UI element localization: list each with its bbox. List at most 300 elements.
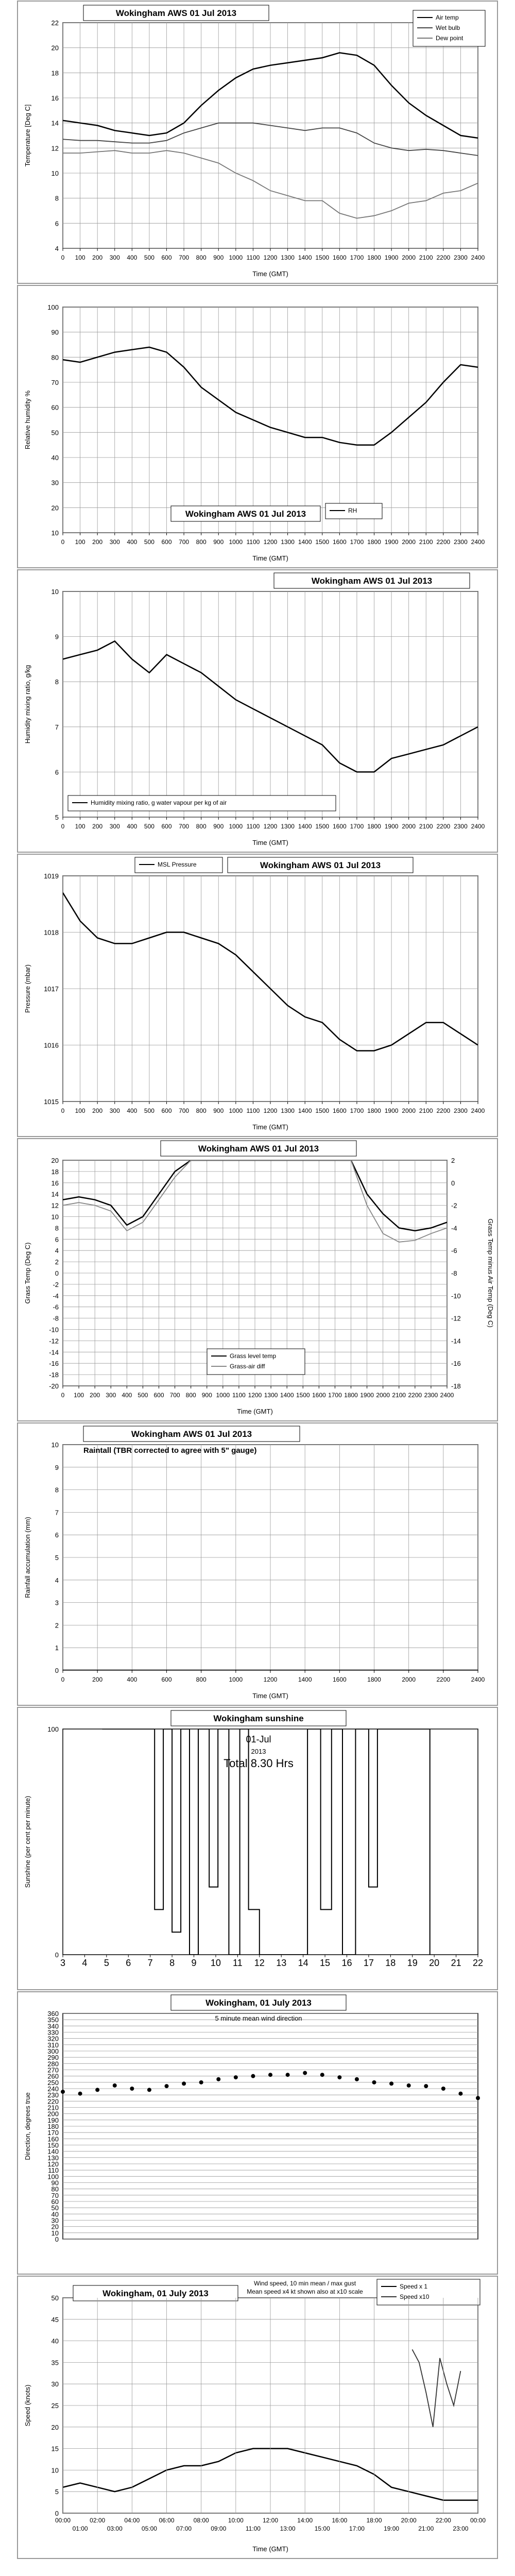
chart-title: Wokingham, 01 July 2013: [102, 2289, 209, 2298]
y-tick-label: 290: [47, 2054, 59, 2062]
data-point: [165, 2084, 169, 2088]
y-axis-label: Pressure (mbar): [24, 964, 31, 1013]
y-tick-label: 10: [51, 170, 59, 177]
legend-label: Humidity mixing ratio, g water vapour per kg of air: [91, 799, 227, 806]
data-point: [407, 2083, 411, 2088]
y-tick-label: 8: [55, 194, 59, 202]
x-tick-label: 500: [144, 823, 154, 830]
data-point: [216, 2077, 220, 2081]
y-tick-label: 6: [55, 1235, 59, 1244]
x-tick-label: 2100: [419, 1107, 433, 1114]
x-tick-label-top: 02:00: [90, 2517, 106, 2524]
data-point: [476, 2096, 480, 2100]
x-tick-label-bottom: 21:00: [418, 2525, 434, 2532]
x-tick-label-top: 08:00: [193, 2517, 209, 2524]
x-tick-label: 500: [144, 1107, 154, 1114]
x-tick-label: 0: [61, 254, 65, 261]
y-tick-label: 190: [47, 2116, 59, 2124]
x-tick-label: 2200: [408, 1392, 422, 1399]
chart-subtitle: Wind speed, 10 min mean / max gust: [253, 2280, 356, 2287]
y-tick-label: 5: [55, 814, 59, 821]
y-tick-label: 16: [51, 1179, 59, 1187]
pressure-chart-svg: [16, 853, 499, 1138]
y-tick-label: 320: [47, 2035, 59, 2043]
x-tick-label: 1800: [367, 538, 381, 546]
y-tick-label: 220: [47, 2097, 59, 2106]
y-tick-label: 10: [51, 529, 59, 537]
x-tick-label: 14: [298, 1958, 308, 1968]
x-axis-label: Time (GMT): [237, 1408, 273, 1415]
x-tick-label: 100: [75, 1107, 85, 1114]
x-tick-label: 500: [144, 538, 154, 546]
y-tick-label: 70: [51, 379, 59, 386]
data-point: [389, 2081, 393, 2086]
x-tick-label: 1500: [315, 823, 330, 830]
y-tick-label: 15: [51, 2445, 59, 2453]
y-tick-label: 270: [47, 2066, 59, 2074]
legend-label: Wet bulb: [436, 24, 460, 31]
x-axis-label: Time (GMT): [252, 839, 288, 846]
x-tick-label: 1700: [350, 823, 364, 830]
y-axis-label: Direction, degrees true: [24, 2092, 31, 2160]
y-axis-label: Sunshine (per cent per minute): [24, 1795, 31, 1888]
data-point: [372, 2080, 376, 2084]
y-tick-label: 6: [55, 1531, 59, 1539]
y-tick-label: 2: [55, 1258, 59, 1266]
y-tick-label: 0: [55, 2235, 59, 2243]
wind-speed-chart-svg: [16, 2275, 499, 2560]
humidity-chart: [16, 284, 499, 569]
y-tick-label: 20: [51, 504, 59, 512]
sunshine-date: 01-Jul: [246, 1734, 271, 1744]
y-tick-label: 40: [51, 454, 59, 462]
x-tick-label: 1900: [384, 538, 399, 546]
x-tick-label: 2300: [454, 254, 468, 261]
temperature-chart-svg: [16, 0, 499, 284]
y-tick-label: 30: [51, 2216, 59, 2225]
y-tick-label: 8: [55, 1224, 59, 1232]
y-tick-label: 12: [51, 1201, 59, 1210]
x-tick-label-top: 10:00: [228, 2517, 244, 2524]
y-tick-label: 7: [55, 1509, 59, 1517]
sunshine-chart: [16, 1706, 499, 1991]
y-tick-label: 200: [47, 2110, 59, 2118]
x-tick-label: 700: [179, 823, 190, 830]
x-tick-label: 4: [82, 1958, 88, 1968]
x-tick-label: 2000: [376, 1392, 390, 1399]
x-tick-label-top: 00:00: [55, 2517, 71, 2524]
y2-tick-label: -16: [451, 1360, 461, 1368]
x-tick-label: 1600: [332, 1107, 347, 1114]
x-tick-label-top: 04:00: [124, 2517, 140, 2524]
y-tick-label: 10: [51, 2229, 59, 2237]
x-tick-label: 17: [363, 1958, 374, 1968]
data-point: [78, 2092, 82, 2096]
x-tick-label: 800: [196, 823, 207, 830]
x-tick-label: 700: [169, 1392, 180, 1399]
y-tick-label: 70: [51, 2191, 59, 2199]
x-tick-label: 2200: [436, 538, 451, 546]
y-tick-label: 250: [47, 2078, 59, 2087]
y-tick-label: 4: [55, 1247, 59, 1255]
x-tick-label: 200: [92, 823, 103, 830]
sunshine-chart-svg: [16, 1706, 499, 1991]
y-tick-label: 330: [47, 2028, 59, 2037]
data-point: [424, 2084, 428, 2088]
chart-title: Wokingham AWS 01 Jul 2013: [185, 509, 306, 519]
x-tick-label: 2200: [436, 254, 451, 261]
grass-temp-chart: [16, 1138, 499, 1422]
y2-axis-label: Grass Temp minus Air Temp (Deg C): [487, 1218, 494, 1328]
y-tick-label: 1018: [44, 928, 59, 937]
x-tick-label: 1300: [264, 1392, 278, 1399]
x-tick-label: 1700: [350, 254, 364, 261]
y-tick-label: 80: [51, 353, 59, 362]
x-tick-label: 200: [90, 1392, 100, 1399]
y2-tick-label: 0: [451, 1179, 455, 1187]
chart-title: Wokingham AWS 01 Jul 2013: [260, 860, 381, 870]
x-tick-label: 1600: [332, 823, 347, 830]
y-tick-label: 0: [55, 1667, 59, 1674]
x-tick-label: 700: [179, 254, 190, 261]
x-tick-label: 5: [104, 1958, 109, 1968]
x-tick-label: 900: [213, 254, 224, 261]
x-tick-label: 300: [109, 538, 120, 546]
x-tick-label-top: 16:00: [332, 2517, 348, 2524]
legend-label: Speed x 1: [400, 2283, 428, 2290]
x-tick-label: 700: [179, 1107, 190, 1114]
y2-tick-label: 2: [451, 1157, 455, 1164]
grass-temp-chart-svg: [16, 1138, 499, 1422]
y-tick-label: 10: [51, 2466, 59, 2475]
y-tick-label: 230: [47, 2091, 59, 2099]
y-tick-label: 8: [55, 1486, 59, 1494]
x-tick-label: 19: [407, 1958, 418, 1968]
x-tick-label: 900: [213, 823, 224, 830]
x-tick-label: 200: [92, 1676, 103, 1683]
x-tick-label-top: 18:00: [366, 2517, 382, 2524]
x-tick-label: 1100: [246, 823, 260, 830]
y-tick-label: 160: [47, 2135, 59, 2143]
x-tick-label-top: 12:00: [262, 2517, 279, 2524]
x-tick-label: 1200: [263, 1676, 278, 1683]
data-point: [268, 2073, 272, 2077]
x-tick-label: 15: [320, 1958, 331, 1968]
x-tick-label: 800: [196, 1676, 207, 1683]
chart-note: Mean speed x4 kt shown also at x10 scale: [247, 2288, 363, 2295]
x-tick-label: 1100: [246, 1107, 260, 1114]
y-tick-label: 35: [51, 2359, 59, 2367]
x-tick-label: 9: [191, 1958, 197, 1968]
x-tick-label: 1800: [367, 254, 381, 261]
y2-tick-label: -18: [451, 1382, 461, 1390]
x-tick-label-bottom: 09:00: [211, 2525, 227, 2532]
data-point: [303, 2071, 307, 2075]
chart-subtitle: Raintall (TBR corrected to agree with 5" gauge): [83, 1446, 257, 1455]
data-point: [147, 2088, 151, 2092]
mixing-ratio-chart-svg: [16, 569, 499, 853]
x-tick-label: 1200: [263, 254, 278, 261]
x-tick-label: 1600: [332, 1676, 347, 1683]
x-tick-label: 800: [185, 1392, 196, 1399]
x-tick-label-top: 22:00: [435, 2517, 451, 2524]
x-tick-label: 2100: [419, 538, 433, 546]
y-tick-label: 340: [47, 2022, 59, 2030]
x-tick-label: 1100: [246, 538, 260, 546]
x-tick-label: 1300: [281, 823, 295, 830]
y-tick-label: -10: [49, 1326, 59, 1334]
x-tick-label: 1400: [298, 1107, 312, 1114]
y-tick-label: 9: [55, 633, 59, 641]
x-tick-label: 22: [472, 1958, 484, 1968]
y-tick-label: -16: [49, 1360, 59, 1368]
y2-tick-label: -6: [451, 1247, 457, 1255]
y-tick-label: 180: [47, 2123, 59, 2130]
y-tick-label: 1015: [44, 1098, 59, 1106]
x-tick-label: 2000: [402, 823, 416, 830]
x-tick-label: 1500: [296, 1392, 310, 1399]
y-tick-label: -6: [53, 1303, 59, 1311]
y-tick-label: -18: [49, 1371, 59, 1379]
x-tick-label: 600: [161, 538, 172, 546]
legend-label: Grass-air diff: [230, 1363, 265, 1370]
data-point: [441, 2087, 445, 2091]
x-tick-label-bottom: 05:00: [141, 2525, 157, 2532]
y-tick-label: 1019: [44, 872, 59, 880]
data-point: [320, 2073, 324, 2077]
y-tick-label: 40: [51, 2210, 59, 2218]
x-tick-label-top: 14:00: [297, 2517, 313, 2524]
y-tick-label: 3: [55, 1599, 59, 1607]
y-tick-label: 7: [55, 723, 59, 731]
y-tick-label: 25: [51, 2402, 59, 2410]
humidity-chart-svg: [16, 284, 499, 569]
data-point: [337, 2075, 341, 2079]
x-tick-label: 2000: [402, 538, 416, 546]
x-tick-label: 0: [61, 823, 65, 830]
y-tick-label: 10: [51, 1213, 59, 1221]
y-tick-label: 6: [55, 219, 59, 228]
x-tick-label: 900: [213, 538, 224, 546]
x-tick-label: 1800: [367, 1676, 381, 1683]
x-tick-label: 1000: [229, 823, 243, 830]
x-tick-label: 1300: [281, 254, 295, 261]
y-tick-label: 170: [47, 2129, 59, 2137]
x-axis-label: Time (GMT): [252, 270, 288, 278]
x-tick-label-bottom: 07:00: [176, 2525, 192, 2532]
y-tick-label: 120: [47, 2160, 59, 2168]
y-tick-label: -2: [53, 1280, 59, 1289]
y-tick-label: 9: [55, 1463, 59, 1471]
x-tick-label-bottom: 13:00: [280, 2525, 296, 2532]
x-tick-label: 1000: [229, 1107, 243, 1114]
x-tick-label-bottom: 23:00: [453, 2525, 469, 2532]
x-tick-label: 1800: [367, 823, 381, 830]
x-tick-label: 2000: [402, 1676, 416, 1683]
y-tick-label: 60: [51, 2198, 59, 2206]
y2-tick-label: -10: [451, 1292, 461, 1300]
y-tick-label: 22: [51, 19, 59, 27]
y-tick-label: 50: [51, 2294, 59, 2302]
x-tick-label: 200: [92, 538, 103, 546]
y-tick-label: -8: [53, 1314, 59, 1323]
data-point: [355, 2077, 359, 2081]
x-tick-label-bottom: 15:00: [314, 2525, 330, 2532]
x-tick-label-bottom: 03:00: [107, 2525, 123, 2532]
x-tick-label: 100: [75, 823, 85, 830]
y-tick-label: 260: [47, 2072, 59, 2080]
x-tick-label-bottom: 17:00: [349, 2525, 365, 2532]
legend-label: MSL Pressure: [158, 861, 197, 868]
y-tick-label: -4: [53, 1292, 59, 1300]
y-tick-label: 0: [55, 2510, 59, 2517]
y-tick-label: 100: [47, 2173, 59, 2181]
y-tick-label: 0: [55, 1269, 59, 1277]
x-tick-label: 1800: [344, 1392, 358, 1399]
x-tick-label: 2000: [402, 254, 416, 261]
x-tick-label: 1200: [263, 538, 278, 546]
y-tick-label: 16: [51, 94, 59, 102]
x-tick-label: 12: [254, 1958, 265, 1968]
x-tick-label: 2400: [471, 1107, 485, 1114]
x-tick-label: 1900: [384, 1107, 399, 1114]
y-tick-label: 18: [51, 1167, 59, 1176]
x-tick-label: 2200: [436, 1676, 451, 1683]
x-tick-label: 800: [196, 254, 207, 261]
y-tick-label: 50: [51, 429, 59, 437]
x-tick-label: 1500: [315, 538, 330, 546]
x-tick-label: 0: [61, 538, 65, 546]
y-tick-label: 30: [51, 479, 59, 487]
y-tick-label: 14: [51, 1190, 59, 1198]
x-axis-label: Time (GMT): [252, 554, 288, 562]
x-tick-label: 2400: [471, 254, 485, 261]
x-tick-label-bottom: 19:00: [384, 2525, 400, 2532]
x-tick-label: 500: [144, 254, 154, 261]
y-tick-label: 30: [51, 2380, 59, 2388]
x-tick-label: 800: [196, 1107, 207, 1114]
x-tick-label: 2400: [440, 1392, 454, 1399]
x-tick-label: 1300: [281, 538, 295, 546]
x-tick-label: 21: [451, 1958, 461, 1968]
wind-direction-chart-svg: [16, 1991, 499, 2275]
x-tick-label: 2300: [424, 1392, 438, 1399]
data-point: [458, 2092, 462, 2096]
x-tick-label-top: 20:00: [401, 2517, 417, 2524]
x-tick-label: 100: [74, 1392, 84, 1399]
y2-tick-label: -12: [451, 1314, 461, 1323]
y-tick-label: 40: [51, 2337, 59, 2345]
x-tick-label: 2400: [471, 1676, 485, 1683]
legend-box: [377, 2279, 480, 2305]
data-point: [61, 2090, 65, 2094]
x-tick-label: 20: [429, 1958, 440, 1968]
y-tick-label: 0: [55, 1951, 59, 1959]
x-tick-label: 1600: [312, 1392, 326, 1399]
y-tick-label: 150: [47, 2141, 59, 2149]
data-point: [251, 2074, 255, 2078]
x-tick-label: 300: [109, 823, 120, 830]
y-tick-label: 20: [51, 1157, 59, 1164]
x-tick-label: 1900: [384, 254, 399, 261]
pressure-chart: [16, 853, 499, 1138]
chart-title: Wokingham, 01 July 2013: [205, 1998, 312, 2008]
x-tick-label: 100: [75, 254, 85, 261]
x-tick-label: 0: [61, 1676, 65, 1683]
x-tick-label: 2300: [454, 538, 468, 546]
y-tick-label: 14: [51, 119, 59, 127]
x-tick-label: 100: [75, 538, 85, 546]
y-tick-label: 5: [55, 2488, 59, 2496]
y-tick-label: 300: [47, 2047, 59, 2055]
x-tick-label: 1200: [263, 1107, 278, 1114]
chart-subtitle: 5 minute mean wind direction: [215, 2014, 302, 2022]
x-tick-label: 200: [92, 254, 103, 261]
legend-label: RH: [348, 507, 357, 514]
x-tick-label: 400: [127, 538, 138, 546]
x-tick-label: 1800: [367, 1107, 381, 1114]
x-tick-label: 1600: [332, 538, 347, 546]
x-tick-label: 400: [127, 1107, 138, 1114]
y-axis-label: Speed (knots): [24, 2384, 31, 2427]
x-tick-label: 200: [92, 1107, 103, 1114]
x-tick-label: 1400: [298, 1676, 312, 1683]
wind-speed-chart: [16, 2275, 499, 2560]
y-tick-label: 10: [51, 1441, 59, 1449]
data-point: [286, 2073, 290, 2077]
x-tick-label: 2400: [471, 823, 485, 830]
x-tick-label: 1100: [246, 254, 260, 261]
y-tick-label: 8: [55, 678, 59, 686]
data-point: [182, 2081, 186, 2086]
x-tick-label: 11: [233, 1958, 243, 1968]
y-tick-label: 1017: [44, 985, 59, 993]
x-tick-label: 1200: [248, 1392, 262, 1399]
legend-label: Dew point: [436, 35, 464, 42]
x-tick-label: 16: [341, 1958, 352, 1968]
x-tick-label-bottom: 01:00: [72, 2525, 88, 2532]
x-tick-label: 1700: [350, 1107, 364, 1114]
x-tick-label: 400: [122, 1392, 132, 1399]
y-tick-label: 4: [55, 245, 59, 252]
y-tick-label: 6: [55, 768, 59, 776]
x-tick-label: 8: [169, 1958, 175, 1968]
y-tick-label: -14: [49, 1348, 59, 1357]
y-tick-label: 280: [47, 2060, 59, 2068]
legend-label: Grass level temp: [230, 1352, 277, 1360]
x-tick-label: 1000: [229, 254, 243, 261]
x-tick-label: 500: [138, 1392, 148, 1399]
y-tick-label: 10: [51, 588, 59, 596]
x-tick-label: 2000: [402, 1107, 416, 1114]
x-tick-label: 1500: [315, 254, 330, 261]
x-tick-label: 1400: [298, 538, 312, 546]
x-tick-label: 400: [127, 823, 138, 830]
y-tick-label: 60: [51, 403, 59, 412]
y-tick-label: 20: [51, 2223, 59, 2231]
x-tick-label: 1700: [328, 1392, 342, 1399]
x-tick-label: 900: [213, 1107, 224, 1114]
y-tick-label: 20: [51, 44, 59, 52]
data-point: [95, 2088, 99, 2092]
x-tick-label: 0: [61, 1392, 65, 1399]
x-tick-label: 600: [161, 254, 172, 261]
x-tick-label: 3: [60, 1958, 66, 1968]
mixing-ratio-chart: [16, 569, 499, 853]
temperature-chart: [16, 0, 499, 284]
y-tick-label: 140: [47, 2147, 59, 2156]
y-tick-label: 20: [51, 2423, 59, 2431]
